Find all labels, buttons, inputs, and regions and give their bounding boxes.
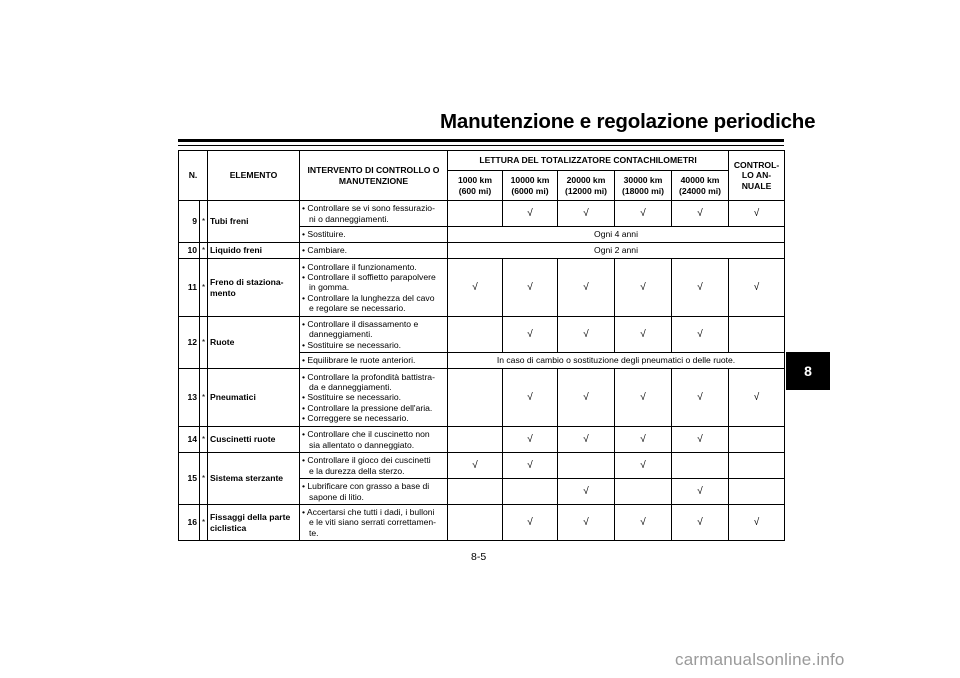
page-number: 8-5 — [471, 551, 487, 563]
check-mark: √ — [729, 259, 785, 317]
check-mark: √ — [558, 369, 615, 427]
check-mark: √ — [672, 317, 729, 353]
check-cell-empty — [729, 427, 785, 453]
check-mark: √ — [729, 201, 785, 227]
chapter-tab[interactable]: 8 — [786, 352, 830, 390]
col-mi: (600 mi) — [458, 185, 492, 196]
check-mark: √ — [615, 453, 672, 479]
check-cell-empty — [672, 453, 729, 479]
title-rule-thick — [178, 139, 784, 142]
action-cell — [300, 317, 448, 353]
check-mark: √ — [672, 201, 729, 227]
star-marker: * — [200, 505, 208, 541]
col-mi: (12000 mi) — [564, 185, 608, 196]
row-number: 12 — [179, 317, 200, 369]
action-cell — [300, 259, 448, 317]
star-marker: * — [200, 317, 208, 369]
check-mark: √ — [558, 201, 615, 227]
table-row — [179, 259, 785, 317]
col-km: 40000 km — [680, 175, 720, 186]
check-cell-empty — [448, 479, 503, 505]
action-line: e regolare se necessario. — [309, 302, 406, 313]
check-mark: √ — [615, 259, 672, 317]
header-col-20000 — [558, 171, 615, 201]
interval-note: In caso di cambio o sostituzione degli pneumatici o delle ruote. — [448, 353, 785, 369]
check-cell-empty — [729, 453, 785, 479]
maintenance-table — [178, 150, 785, 541]
header-annual — [729, 151, 785, 201]
element-name — [208, 259, 300, 317]
check-mark: √ — [615, 201, 672, 227]
check-mark: √ — [503, 427, 558, 453]
check-mark: √ — [672, 259, 729, 317]
action-cell — [300, 453, 448, 479]
element-name: Pneumatici — [208, 369, 300, 427]
element-name: Cuscinetti ruote — [208, 427, 300, 453]
check-mark: √ — [448, 259, 503, 317]
star-marker: * — [200, 259, 208, 317]
action-line: • Controllare il soffietto parapolvere — [302, 272, 445, 282]
col-mi: (18000 mi) — [621, 185, 665, 196]
action-line: • Controllare la lunghezza del cavo — [302, 293, 445, 303]
header-col-30000 — [615, 171, 672, 201]
row-number: 9 — [179, 201, 200, 243]
check-mark: √ — [729, 369, 785, 427]
action-cell — [300, 369, 448, 427]
action-line: • Sostituire se necessario. — [302, 340, 445, 350]
table-row — [179, 201, 785, 227]
table-row — [179, 427, 785, 453]
action-line: • Controllare il disassamento e — [302, 319, 445, 329]
action-line: • Sostituire se necessario. — [302, 392, 445, 402]
check-mark: √ — [615, 369, 672, 427]
element-name: Tubi freni — [208, 201, 300, 243]
star-marker: * — [200, 427, 208, 453]
action-line: • Controllare il funzionamento. — [302, 262, 445, 272]
action-line: • Controllare la profondità battistra- — [302, 372, 445, 382]
row-number: 13 — [179, 369, 200, 427]
element-name: Sistema sterzante — [208, 453, 300, 505]
check-mark: √ — [615, 317, 672, 353]
header-element: ELEMENTO — [208, 151, 300, 201]
action-line: e le viti siano serrati correttamen- — [309, 517, 437, 528]
interval-note: Ogni 2 anni — [448, 243, 785, 259]
action-line: da e danneggiamenti. — [309, 382, 392, 393]
table-row — [179, 243, 785, 259]
check-mark: √ — [672, 505, 729, 541]
action-line: • Sostituire. — [302, 229, 445, 239]
table-row — [179, 317, 785, 353]
action-line: • Cambiare. — [302, 245, 445, 255]
action-line: te. — [309, 527, 319, 538]
header-annual-l3: NUALE — [741, 180, 772, 191]
action-line: ni o danneggiamenti. — [309, 213, 389, 224]
element-name: Ruote — [208, 317, 300, 369]
action-cell — [300, 227, 448, 243]
check-mark: √ — [558, 427, 615, 453]
check-mark: √ — [672, 369, 729, 427]
row-number: 15 — [179, 453, 200, 505]
interval-note: Ogni 4 anni — [448, 227, 785, 243]
row-number: 11 — [179, 259, 200, 317]
check-mark: √ — [672, 427, 729, 453]
action-line: • Controllare che il cuscinetto non — [302, 429, 445, 439]
header-col-40000 — [672, 171, 729, 201]
action-line: • Equilibrare le ruote anteriori. — [302, 355, 445, 365]
element-line: mento — [210, 287, 236, 298]
element-name — [208, 505, 300, 541]
table-row — [179, 453, 785, 479]
check-mark: √ — [615, 427, 672, 453]
col-mi: (6000 mi) — [511, 185, 549, 196]
col-km: 20000 km — [566, 175, 606, 186]
header-odometer: LETTURA DEL TOTALIZZATORE CONTACHILOMETRI — [448, 151, 729, 171]
check-mark: √ — [729, 505, 785, 541]
action-line: • Controllare se vi sono fessurazio- — [302, 203, 445, 213]
check-mark: √ — [615, 505, 672, 541]
star-marker: * — [200, 369, 208, 427]
header-col-1000 — [448, 171, 503, 201]
check-cell-empty — [448, 505, 503, 541]
check-mark: √ — [558, 479, 615, 505]
title-rule-thin — [178, 145, 784, 146]
check-mark: √ — [503, 369, 558, 427]
check-cell-empty — [503, 479, 558, 505]
element-line: ciclistica — [210, 522, 247, 533]
header-col-10000 — [503, 171, 558, 201]
star-marker: * — [200, 243, 208, 259]
action-cell — [300, 353, 448, 369]
action-cell — [300, 479, 448, 505]
table-row — [179, 369, 785, 427]
col-km: 30000 km — [623, 175, 663, 186]
check-mark: √ — [503, 453, 558, 479]
row-number: 14 — [179, 427, 200, 453]
check-cell-empty — [615, 479, 672, 505]
check-cell-empty — [729, 317, 785, 353]
check-mark: √ — [503, 317, 558, 353]
action-cell — [300, 201, 448, 227]
star-marker: * — [200, 453, 208, 505]
element-line: Fissaggi della parte — [210, 512, 291, 523]
check-mark: √ — [558, 259, 615, 317]
action-line: in gomma. — [309, 282, 350, 293]
row-number: 10 — [179, 243, 200, 259]
check-mark: √ — [503, 259, 558, 317]
header-n: N. — [179, 151, 208, 201]
element-name: Liquido freni — [208, 243, 300, 259]
table-row — [179, 505, 785, 541]
action-line: • Correggere se necessario. — [302, 413, 445, 423]
action-line: sia allentato o danneggiato. — [309, 439, 415, 450]
watermark[interactable]: carmanualsonline.info — [675, 650, 845, 669]
action-line: • Controllare il gioco dei cuscinetti — [302, 455, 445, 465]
col-km: 10000 km — [510, 175, 550, 186]
action-line: • Accertarsi che tutti i dadi, i bulloni — [302, 507, 445, 517]
check-mark: √ — [558, 505, 615, 541]
action-line: • Controllare la pressione dell'aria. — [302, 403, 445, 413]
check-mark: √ — [448, 453, 503, 479]
element-line: Freno di staziona- — [210, 277, 284, 288]
header-annual-l2: LO AN- — [741, 170, 772, 181]
action-cell — [300, 505, 448, 541]
action-cell — [300, 427, 448, 453]
action-line: sapone di litio. — [309, 491, 364, 502]
row-number: 16 — [179, 505, 200, 541]
action-cell — [300, 243, 448, 259]
col-mi: (24000 mi) — [678, 185, 722, 196]
col-km: 1000 km — [458, 175, 492, 186]
check-cell-empty — [729, 479, 785, 505]
header-annual-l1: CONTROL- — [733, 160, 780, 171]
check-mark: √ — [503, 505, 558, 541]
check-mark: √ — [503, 201, 558, 227]
page-title: Manutenzione e regolazione periodiche — [440, 110, 816, 133]
action-line: • Lubrificare con grasso a base di — [302, 481, 445, 491]
header-action: INTERVENTO DI CONTROLLO O MANUTENZIONE — [300, 151, 448, 201]
check-cell-empty — [448, 201, 503, 227]
check-mark: √ — [558, 317, 615, 353]
action-line: e la durezza della sterzo. — [309, 465, 405, 476]
check-mark: √ — [672, 479, 729, 505]
check-cell-empty — [448, 317, 503, 353]
action-line: danneggiamenti. — [309, 329, 373, 340]
check-cell-empty — [558, 453, 615, 479]
check-cell-empty — [448, 369, 503, 427]
check-cell-empty — [448, 427, 503, 453]
star-marker: * — [200, 201, 208, 243]
